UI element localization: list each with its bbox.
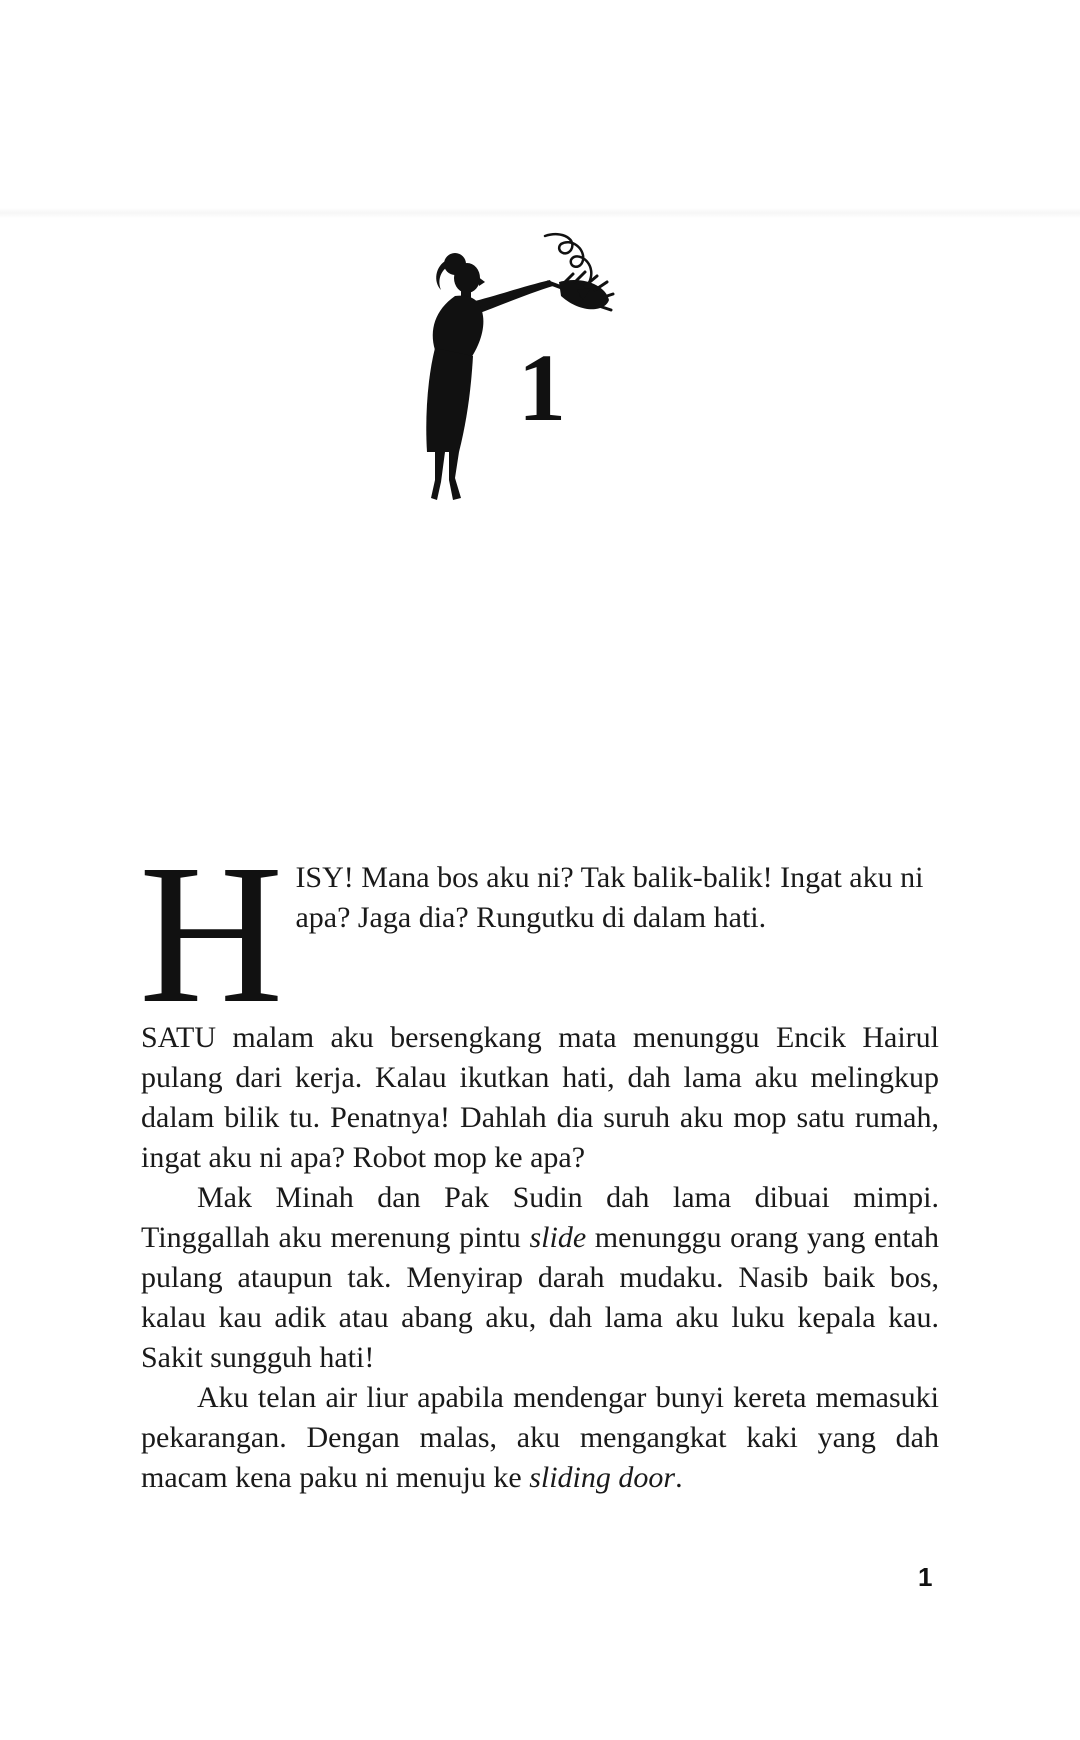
opening-block (139, 824, 939, 1045)
page-number: 1 (918, 1562, 933, 1592)
chapter-number: 1 (518, 334, 566, 441)
page-edge-shade (0, 208, 1080, 218)
text-run: Aku telan air liur apabila mendengar bunyi kereta memasuki pekarangan. Dengan malas, aku mengangkat kaki yang dah macam kena paku ni menuju ke (141, 1381, 939, 1494)
opening-paragraph: ISY! Mana bos aku ni? Tak balik-balik! Ingat aku ni apa? Jaga dia? Rungutku di dalam hati. (295, 861, 924, 934)
italic-phrase: sliding door (529, 1461, 676, 1494)
drop-cap: H (139, 824, 284, 1045)
italic-phrase: slide (529, 1221, 587, 1254)
text-run: SATU malam aku bersengkang mata menunggu Encik Hairul pulang dari kerja. Kalau ikutkan hati, dah lama aku melingkup dalam bilik tu. Penatnya! Dahlah dia suruh aku mop satu rumah, ingat aku ni apa? Robot mop ke apa? (141, 1021, 939, 1174)
body-paragraph (141, 1378, 939, 1498)
paragraph-list (141, 1018, 939, 1498)
text-run: menunggu orang yang entah pulang ataupun tak. Menyirap darah mudaku. Nasib baik bos, kalau kau adik atau abang aku, dah lama aku luku kepala kau. Sakit sungguh hati! (141, 1221, 939, 1374)
body-paragraph (141, 1178, 939, 1378)
chapter-body (139, 824, 939, 1498)
text-run: Mak Minah dan Pak Sudin dah lama dibuai mimpi. Tinggallah aku merenung pintu (141, 1181, 939, 1254)
text-run: . (675, 1461, 683, 1494)
